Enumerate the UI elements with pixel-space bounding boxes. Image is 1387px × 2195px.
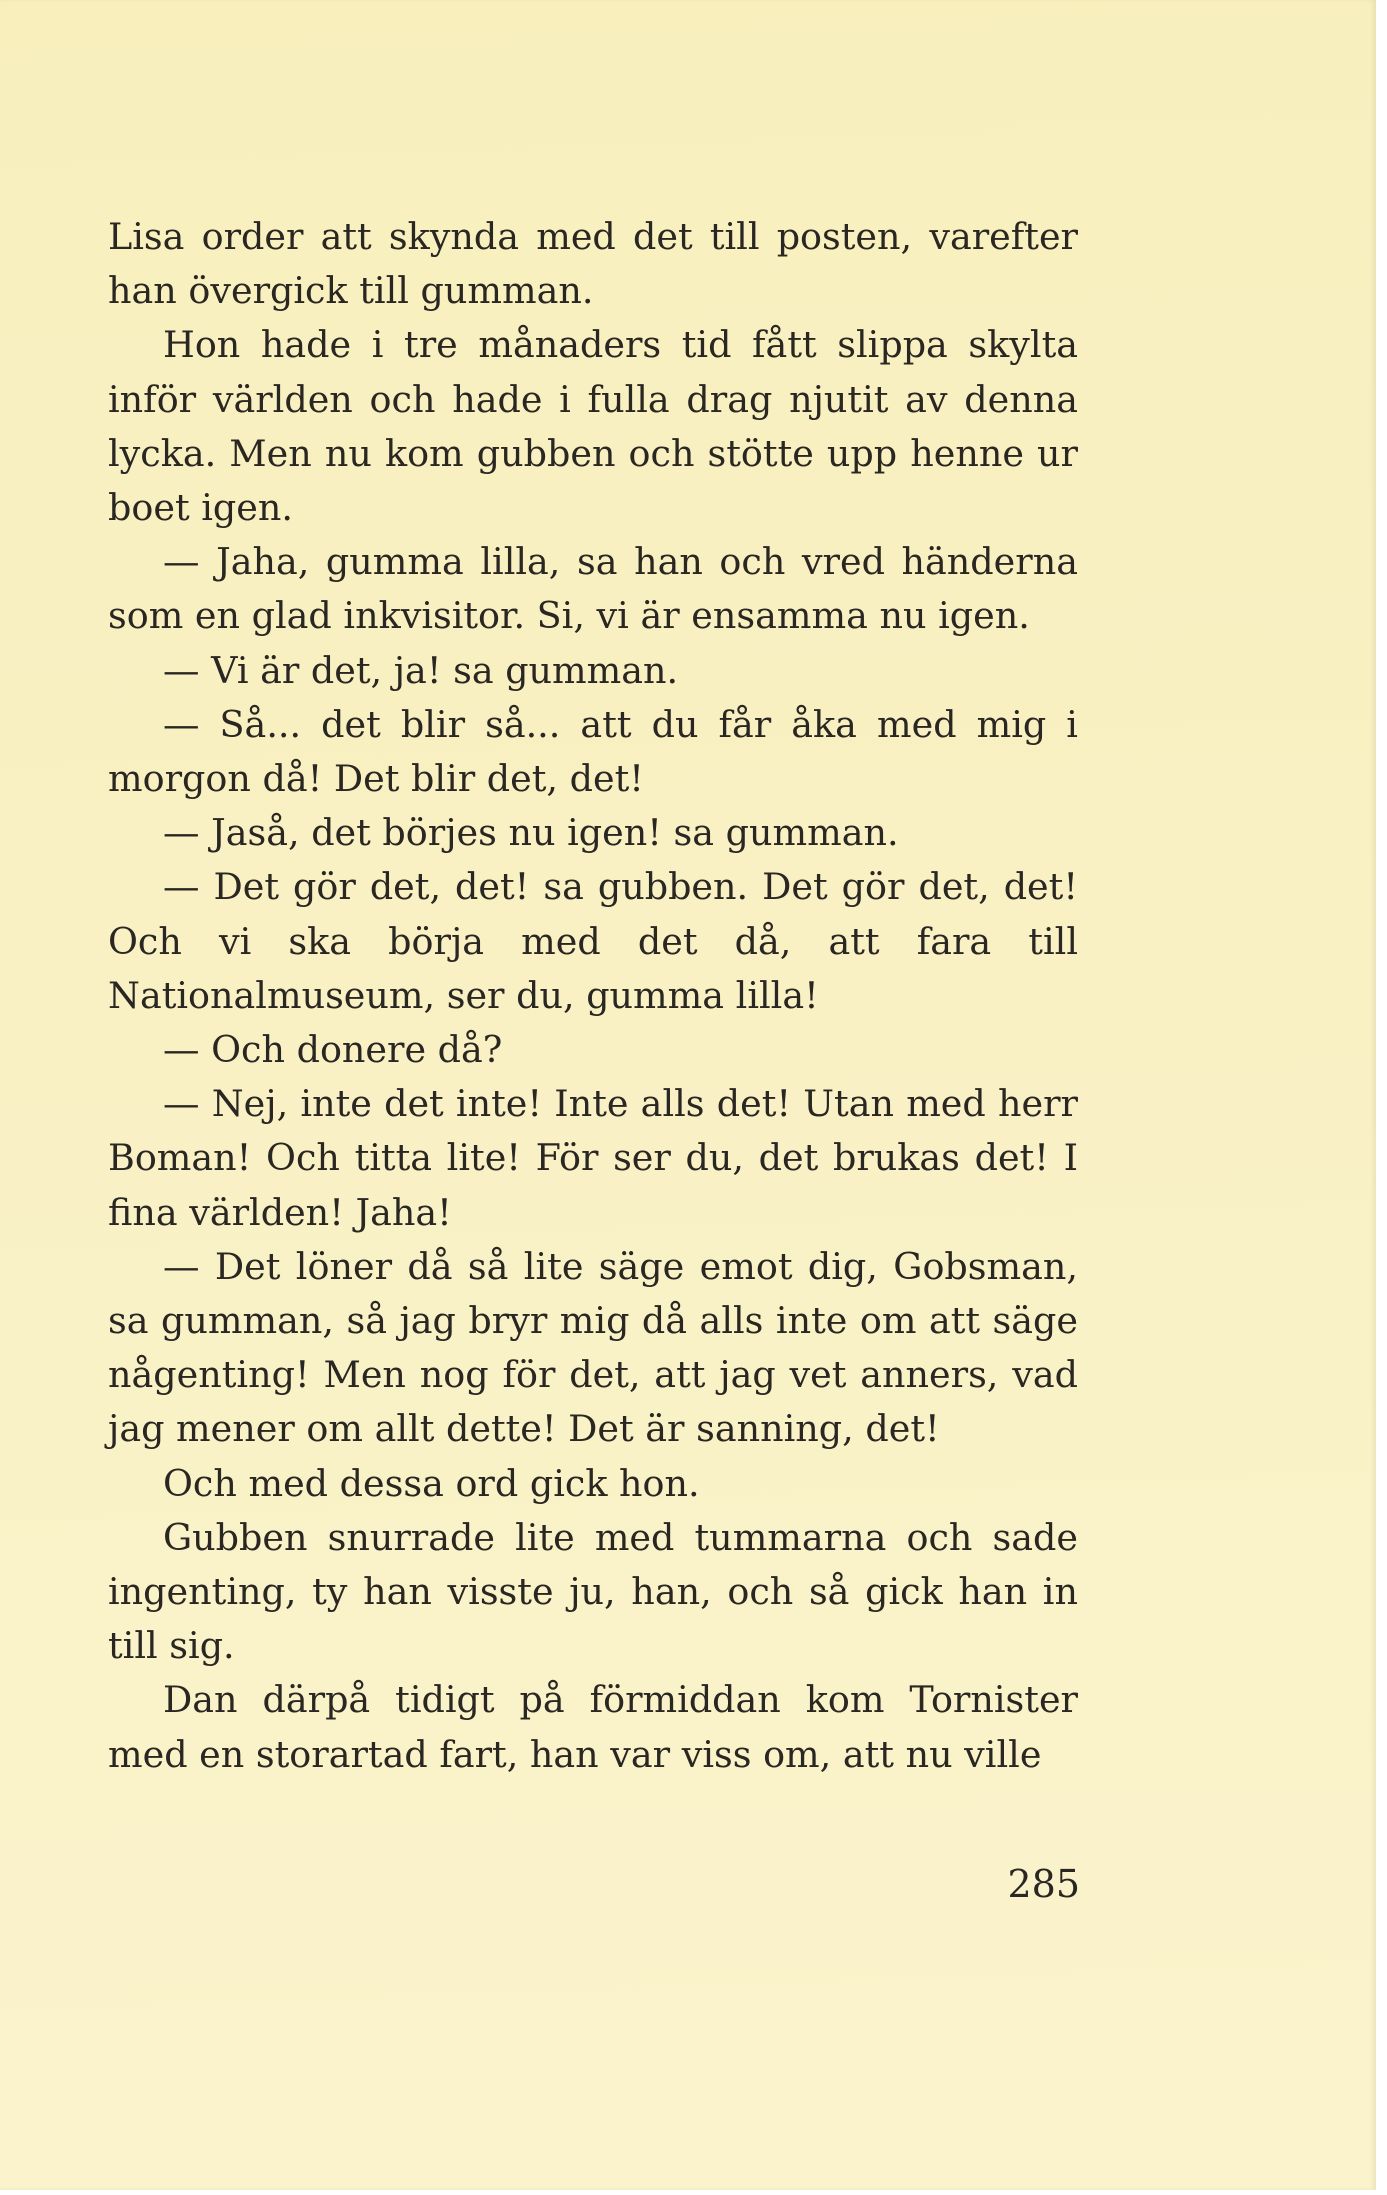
paragraph: — Jaså, det börjes nu igen! sa gumman.	[163, 811, 899, 855]
paragraph: — Det löner då så lite säge emot dig, Gobsman, sa gumman, så jag bryr mig då alls inte om att säge någenting! Men nog för det, att jag vet anners, vad jag mener om allt dette! Det är sanning, det!	[108, 1244, 1078, 1451]
paragraph: — Nej, inte det inte! Inte alls det! Utan med herr Boman! Och titta lite! För ser du, det brukas det! I fina världen! Jaha!	[108, 1082, 1078, 1234]
body-text	[108, 210, 1078, 1782]
page-number: 285	[1007, 1862, 1080, 1906]
paragraph: Dan därpå tidigt på förmiddan kom Tornister med en storartad fart, han var viss om, att nu ville	[108, 1678, 1078, 1776]
paragraph: — Så... det blir så... att du får åka med mig i morgon då! Det blir det, det!	[108, 702, 1078, 801]
paragraph: Lisa order att skynda med det till posten, varefter han övergick till gumman.	[108, 215, 1078, 313]
paragraph: Och med dessa ord gick hon.	[163, 1461, 700, 1505]
paragraph: — Och donere då?	[163, 1028, 503, 1072]
paragraph: Gubben snurrade lite med tummarna och sade ingenting, ty han visste ju, han, och så gick han in till sig.	[108, 1515, 1078, 1668]
paragraph: Hon hade i tre månaders tid fått slippa skylta inför världen och hade i fulla drag njutit av denna lycka. Men nu kom gubben och stötte upp henne ur boet igen.	[108, 323, 1078, 530]
paragraph: — Jaha, gumma lilla, sa han och vred händerna som en glad inkvisitor. Si, vi är ensamma nu igen.	[108, 540, 1078, 638]
paragraph: — Det gör det, det! sa gubben. Det gör det, det! Och vi ska börja med det då, att fara till Nationalmuseum, ser du, gumma lilla!	[108, 865, 1078, 1017]
paragraph: — Vi är det, ja! sa gumman.	[163, 648, 679, 692]
